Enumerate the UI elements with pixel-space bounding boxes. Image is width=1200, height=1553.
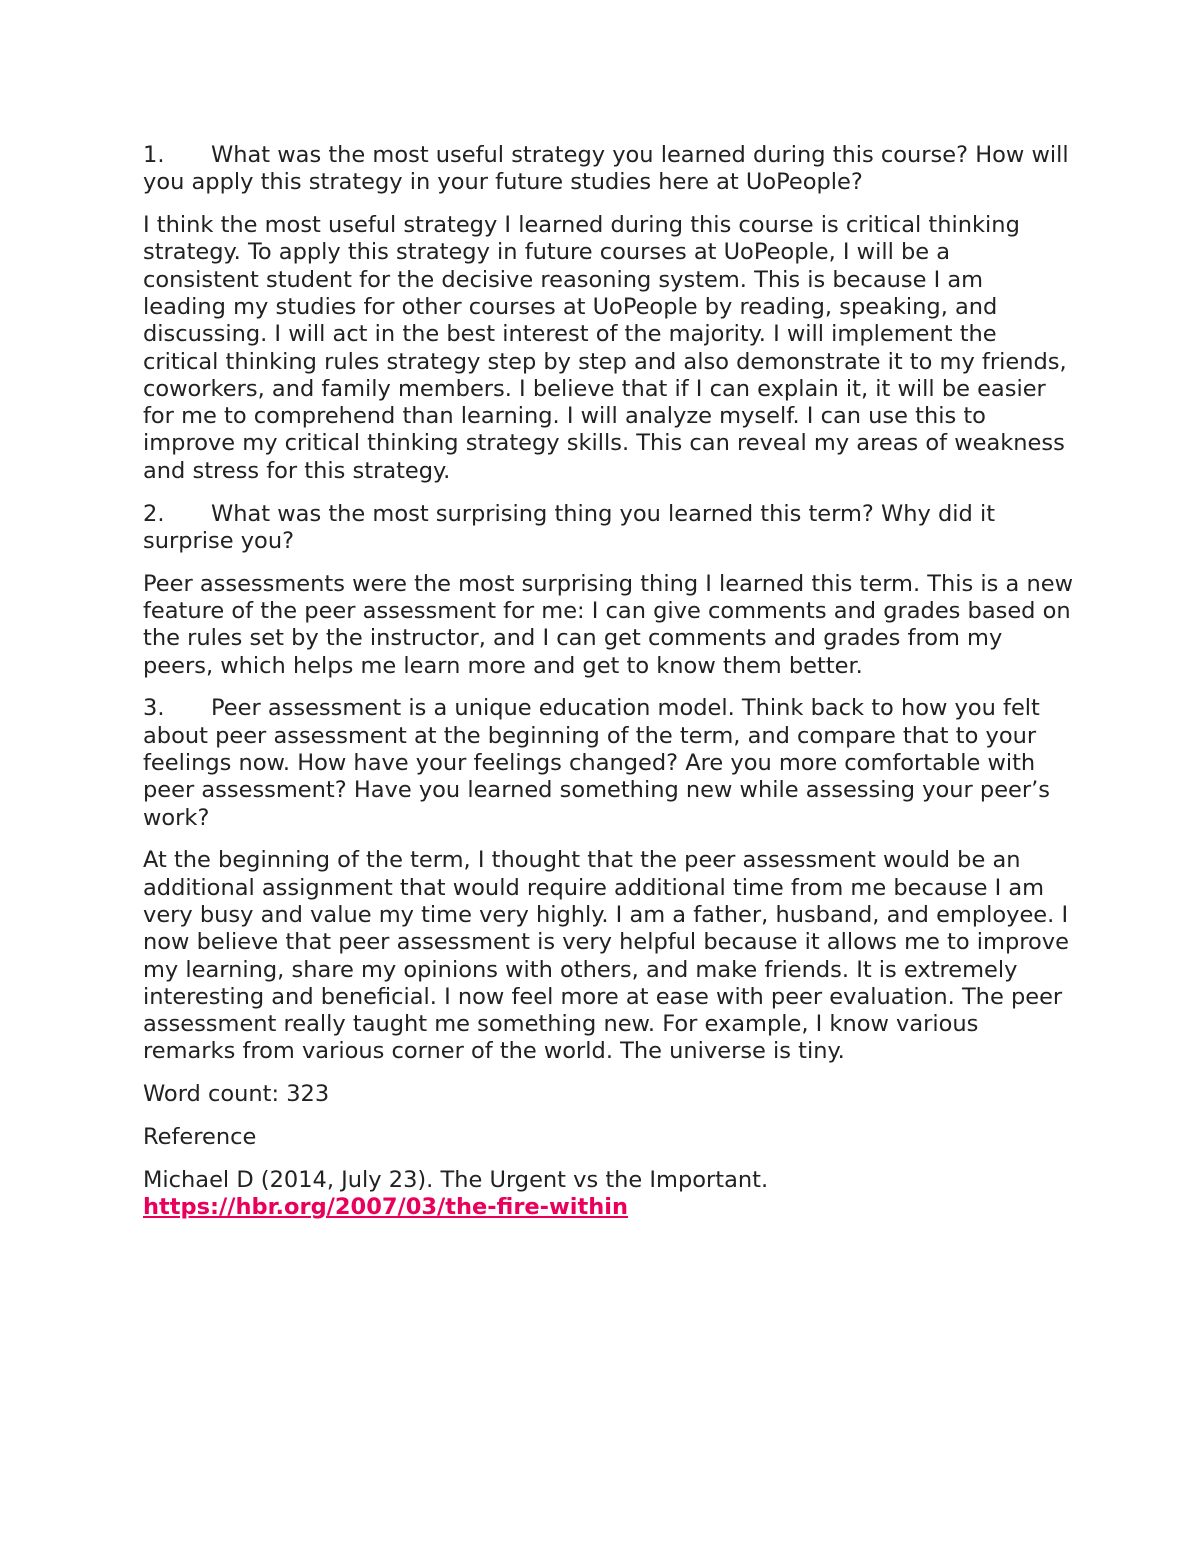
question-3-text: Peer assessment is a unique education model. Think back to how you felt about peer assessment at the beginning of the term, and compare that to your feelings now. How have your feelings changed? Are you more comfortable with peer assessment? Have you learned something new while assessing your peer’s work? xyxy=(143,695,1051,831)
reference-citation: Michael D (2014, July 23). The Urgent vs the Important. xyxy=(143,1166,769,1193)
reference-heading: Reference xyxy=(143,1124,257,1150)
question-1-text: What was the most useful strategy you learned during this course? How will you apply this strategy in your future studies here at UoPeople? xyxy=(143,142,1069,196)
reference-link[interactable]: https://hbr.org/2007/03/the-fire-within xyxy=(143,1194,629,1221)
question-2-text: What was the most surprising thing you learned this term? Why did it surprise you? xyxy=(143,500,996,554)
question-1 xyxy=(143,142,1073,197)
answer-3: At the beginning of the term, I thought that the peer assessment would be an additional assignment that would require additional time from me because I am very busy and value my time very highly. I am a father, husband, and employee. I now believe that peer assessment is very helpful because it allows me to improve my learning, share my opinions with others, and make friends. It is extremely interesting and beneficial. I now feel more at ease with peer evaluation. The peer assessment really taught me something new. For example, I know various remarks from various corner of the world. The universe is tiny. xyxy=(143,847,1069,1065)
question-3 xyxy=(143,695,1073,831)
document-page xyxy=(143,142,1073,1237)
reference-entry xyxy=(143,1167,1073,1222)
answer-2: Peer assessments were the most surprising thing I learned this term. This is a new feature of the peer assessment for me: I can give comments and grades based on the rules set by the instructor, and I can get comments and grades from my peers, which helps me learn more and get to know them better. xyxy=(143,570,1073,679)
question-1-number: 1. xyxy=(143,142,165,168)
question-2-number: 2. xyxy=(143,500,165,527)
question-2 xyxy=(143,501,1073,556)
word-count: Word count: 323 xyxy=(143,1081,330,1108)
question-3-number: 3. xyxy=(143,695,165,722)
answer-1: I think the most useful strategy I learned during this course is critical thinking strategy. To apply this strategy in future courses at UoPeople, I will be a consistent student for the decisive reasoning system. This is because I am leading my studies for other courses at UoPeople by reading, speaking, and discussing. I will act in the best interest of the majority. I will implement the critical thinking rules strategy step by step and also demonstrate it to my friends, coworkers, and family members. I believe that if I can explain it, it will be easier for me to comprehend than learning. I will analyze myself. I can use this to improve my critical thinking strategy skills. This can reveal my areas of weakness and stress for this strategy. xyxy=(143,212,1067,484)
